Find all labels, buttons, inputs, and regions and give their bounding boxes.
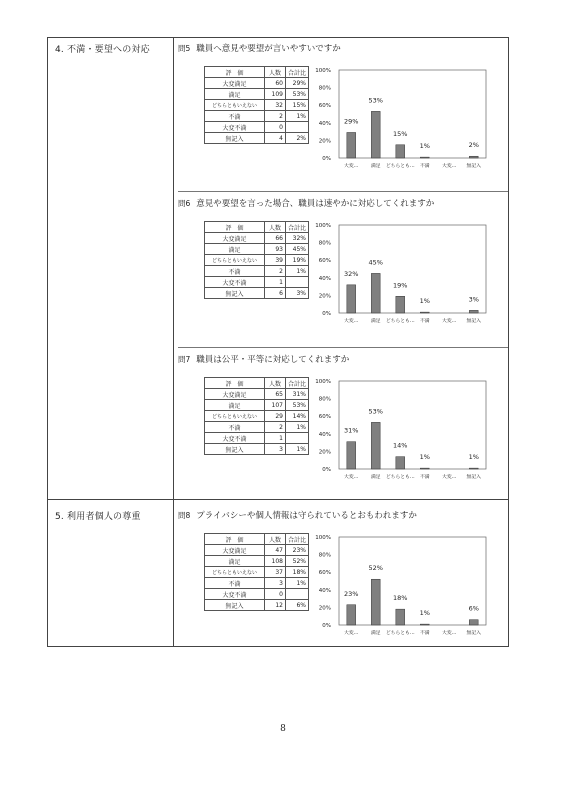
row-percent: 14% [286,411,309,422]
row-count: 12 [265,600,286,611]
y-tick-label: 100% [315,68,331,74]
bar-data-label: 29% [344,117,359,126]
row-percent: 32% [286,233,309,244]
row-percent: 1% [286,111,309,122]
bar [347,285,356,313]
bar-data-label: 1% [419,142,430,151]
bar [347,442,356,469]
bar-data-label: 1% [468,453,479,462]
row-percent: 53% [286,89,309,100]
row-label: 無記入 [205,600,265,611]
bar-chart [311,221,491,339]
bar-data-label: 1% [419,297,430,306]
row-percent: 3% [286,288,309,299]
table-row [205,100,309,111]
question-number: 問5 [178,44,191,53]
row-percent: 52% [286,556,309,567]
row-count: 0 [265,122,286,133]
y-tick-label: 0% [322,467,331,473]
row-percent [286,122,309,133]
y-tick-label: 60% [318,103,331,110]
table-header-cell: 評 価 [205,67,265,78]
row-label: 大変満足 [205,545,265,556]
x-tick-label: 大変… [442,319,457,324]
row-percent: 2% [286,133,309,144]
table-row [205,255,309,266]
y-tick-label: 80% [318,396,331,403]
row-count: 2 [265,422,286,433]
row-count: 0 [265,589,286,600]
question-text: プライバシーや個人情報は守られているとおもわれますか [196,511,417,521]
bar-data-label: 45% [368,258,383,267]
row-label: 満足 [205,89,265,100]
x-tick-label: 大変… [344,475,359,480]
y-tick-label: 40% [318,120,331,127]
x-tick-label: 大変… [442,475,457,480]
bar [396,296,405,313]
question-number: 問7 [178,355,191,364]
bar-data-label: 53% [368,407,383,416]
y-tick-label: 60% [318,258,331,265]
table-header-row [205,534,309,545]
row-label: 無記入 [205,444,265,455]
row-label: どちらともいえない [205,411,265,422]
row-label: 大変不満 [205,589,265,600]
question-title [178,197,434,209]
bar-data-label: 23% [344,589,359,598]
row-label: どちらともいえない [205,255,265,266]
bar [371,111,380,158]
table-row [205,288,309,299]
bar-data-label: 15% [393,129,408,138]
row-label: 大変不満 [205,277,265,288]
x-tick-label: 不満 [419,164,430,169]
y-tick-label: 40% [318,275,331,282]
table-row [205,444,309,455]
table-row [205,433,309,444]
row-label: 不満 [205,266,265,277]
row-label: 不満 [205,111,265,122]
row-count: 60 [265,78,286,89]
row-label: 無記入 [205,133,265,144]
row-label: 満足 [205,400,265,411]
y-tick-label: 40% [318,431,331,438]
bar-data-label: 1% [419,609,430,618]
bar [371,579,380,625]
bar-data-label: 14% [393,441,408,450]
table-header-cell: 合計比 [286,222,309,233]
x-tick-label: 無記入 [466,631,481,636]
y-tick-label: 80% [318,240,331,247]
row-percent [286,277,309,288]
bar [469,156,478,158]
bar [371,422,380,469]
table-header-cell: 人数 [265,67,286,78]
bar [469,310,478,313]
y-tick-label: 0% [322,623,331,629]
question-block-6 [178,197,508,347]
x-tick-label: 大変… [344,319,359,324]
question-number: 問6 [178,199,191,208]
row-count: 109 [265,89,286,100]
x-tick-label: 大変… [442,164,457,169]
bar [396,457,405,469]
table-header-cell: 人数 [265,222,286,233]
row-percent [286,433,309,444]
table-header-row [205,222,309,233]
table-header-row [205,378,309,389]
bar-chart [311,533,491,651]
row-label: 満足 [205,556,265,567]
table-row [205,411,309,422]
table-row [205,133,309,144]
table-row [205,277,309,288]
row-count: 93 [265,244,286,255]
bar-data-label: 52% [368,564,383,573]
row-count: 47 [265,545,286,556]
row-percent: 19% [286,255,309,266]
row-percent: 1% [286,422,309,433]
y-tick-label: 0% [322,156,331,162]
row-percent [286,589,309,600]
bar-data-label: 6% [468,604,479,613]
row-count: 2 [265,266,286,277]
y-tick-label: 20% [318,605,331,612]
question-text: 意見や要望を言った場合、職員は速やかに対応してくれますか [196,199,435,209]
result-table [204,221,309,299]
row-label: どちらともいえない [205,100,265,111]
table-row [205,545,309,556]
table-row [205,556,309,567]
plot-area [339,70,486,158]
y-tick-label: 80% [318,552,331,559]
table-header-cell: 合計比 [286,534,309,545]
row-count: 3 [265,444,286,455]
row-percent: 45% [286,244,309,255]
row-percent: 6% [286,600,309,611]
x-tick-label: 満足 [370,164,381,169]
question-text: 職員へ意見や要望が言いやすいですか [196,44,341,54]
row-label: 不満 [205,422,265,433]
bar-chart [311,66,491,184]
row-count: 1 [265,433,286,444]
row-count: 29 [265,411,286,422]
x-tick-label: 大変… [442,631,457,636]
x-tick-label: 満足 [370,475,381,480]
row-count: 108 [265,556,286,567]
row-label: 大変不満 [205,433,265,444]
row-percent: 29% [286,78,309,89]
question-title [178,509,417,521]
question-block-8 [178,509,508,649]
y-tick-label: 40% [318,587,331,594]
y-tick-label: 100% [315,223,331,229]
table-row [205,111,309,122]
question-text: 職員は公平・平等に対応してくれますか [196,355,350,365]
row-label: 大変満足 [205,233,265,244]
table-row [205,89,309,100]
bar [396,145,405,158]
table-row [205,233,309,244]
row-label: 不満 [205,578,265,589]
row-count: 107 [265,400,286,411]
row-label: 満足 [205,244,265,255]
row-count: 39 [265,255,286,266]
y-tick-label: 20% [318,138,331,145]
bar-data-label: 2% [468,141,479,150]
y-tick-label: 0% [322,311,331,317]
question-block-7 [178,353,508,493]
x-tick-label: 不満 [419,475,430,480]
column-divider [173,37,174,647]
table-row [205,578,309,589]
row-label: 無記入 [205,288,265,299]
plot-area [339,225,486,313]
bar [347,132,356,158]
x-tick-label: 無記入 [466,475,481,480]
row-label: 大変不満 [205,122,265,133]
table-row [205,567,309,578]
question-title [178,42,341,54]
row-count: 3 [265,578,286,589]
bar [396,609,405,625]
row-percent: 15% [286,100,309,111]
result-table [204,533,309,611]
bar-data-label: 31% [344,426,359,435]
y-tick-label: 60% [318,570,331,577]
table-row [205,589,309,600]
y-tick-label: 80% [318,85,331,92]
table-header-cell: 評 価 [205,222,265,233]
section-title-5: 5. 利用者個人の尊重 [55,512,141,522]
table-row [205,122,309,133]
row-percent: 18% [286,567,309,578]
table-header-cell: 人数 [265,534,286,545]
plot-area [339,381,486,469]
question-number: 問8 [178,511,191,520]
bar [371,273,380,313]
y-tick-label: 20% [318,449,331,456]
table-header-row [205,67,309,78]
y-tick-label: 100% [315,535,331,541]
row-percent: 23% [286,545,309,556]
row-count: 6 [265,288,286,299]
bar-data-label: 19% [393,281,408,290]
row-percent: 1% [286,578,309,589]
x-tick-label: 不満 [419,631,430,636]
row-label: 大変満足 [205,389,265,400]
question-separator [178,191,508,192]
section-title-4: 4. 不満・要望への対応 [55,45,150,55]
table-row [205,266,309,277]
x-tick-label: 不満 [419,319,430,324]
question-block-5 [178,42,508,192]
table-row [205,78,309,89]
table-row [205,400,309,411]
row-count: 32 [265,100,286,111]
row-count: 4 [265,133,286,144]
row-label: どちらともいえない [205,567,265,578]
question-separator [178,347,508,348]
row-count: 2 [265,111,286,122]
bar [347,605,356,625]
section-divider [47,499,509,500]
y-tick-label: 60% [318,414,331,421]
row-count: 66 [265,233,286,244]
row-count: 1 [265,277,286,288]
x-tick-label: 満足 [370,631,381,636]
row-percent: 53% [286,400,309,411]
result-table [204,66,309,144]
table-header-cell: 人数 [265,378,286,389]
bar [420,468,429,469]
table-row [205,244,309,255]
row-count: 37 [265,567,286,578]
bar [420,157,429,158]
x-tick-label: どちらとも… [385,631,415,636]
x-tick-label: 無記入 [466,164,481,169]
table-row [205,600,309,611]
bar-chart [311,377,491,495]
row-count: 65 [265,389,286,400]
x-tick-label: どちらとも… [385,319,415,324]
plot-area [339,537,486,625]
x-tick-label: 大変… [344,631,359,636]
x-tick-label: 無記入 [466,319,481,324]
bar [420,624,429,625]
bar [469,620,478,625]
y-tick-label: 20% [318,293,331,300]
bar-data-label: 18% [393,594,408,603]
row-label: 大変満足 [205,78,265,89]
x-tick-label: どちらとも… [385,164,415,169]
bar-data-label: 3% [468,295,479,304]
table-header-cell: 評 価 [205,378,265,389]
table-header-cell: 合計比 [286,67,309,78]
x-tick-label: どちらとも… [385,475,415,480]
row-percent: 31% [286,389,309,400]
bar-data-label: 53% [368,96,383,105]
table-header-cell: 評 価 [205,534,265,545]
x-tick-label: 大変… [344,164,359,169]
question-title [178,353,349,365]
x-tick-label: 満足 [370,319,381,324]
table-row [205,389,309,400]
bar-data-label: 32% [344,269,359,278]
bar [469,468,478,469]
y-tick-label: 100% [315,379,331,385]
table-header-cell: 合計比 [286,378,309,389]
page-number: 8 [280,724,286,734]
bar-data-label: 1% [419,453,430,462]
row-percent: 1% [286,266,309,277]
bar [420,312,429,313]
table-row [205,422,309,433]
result-table [204,377,309,455]
row-percent: 1% [286,444,309,455]
